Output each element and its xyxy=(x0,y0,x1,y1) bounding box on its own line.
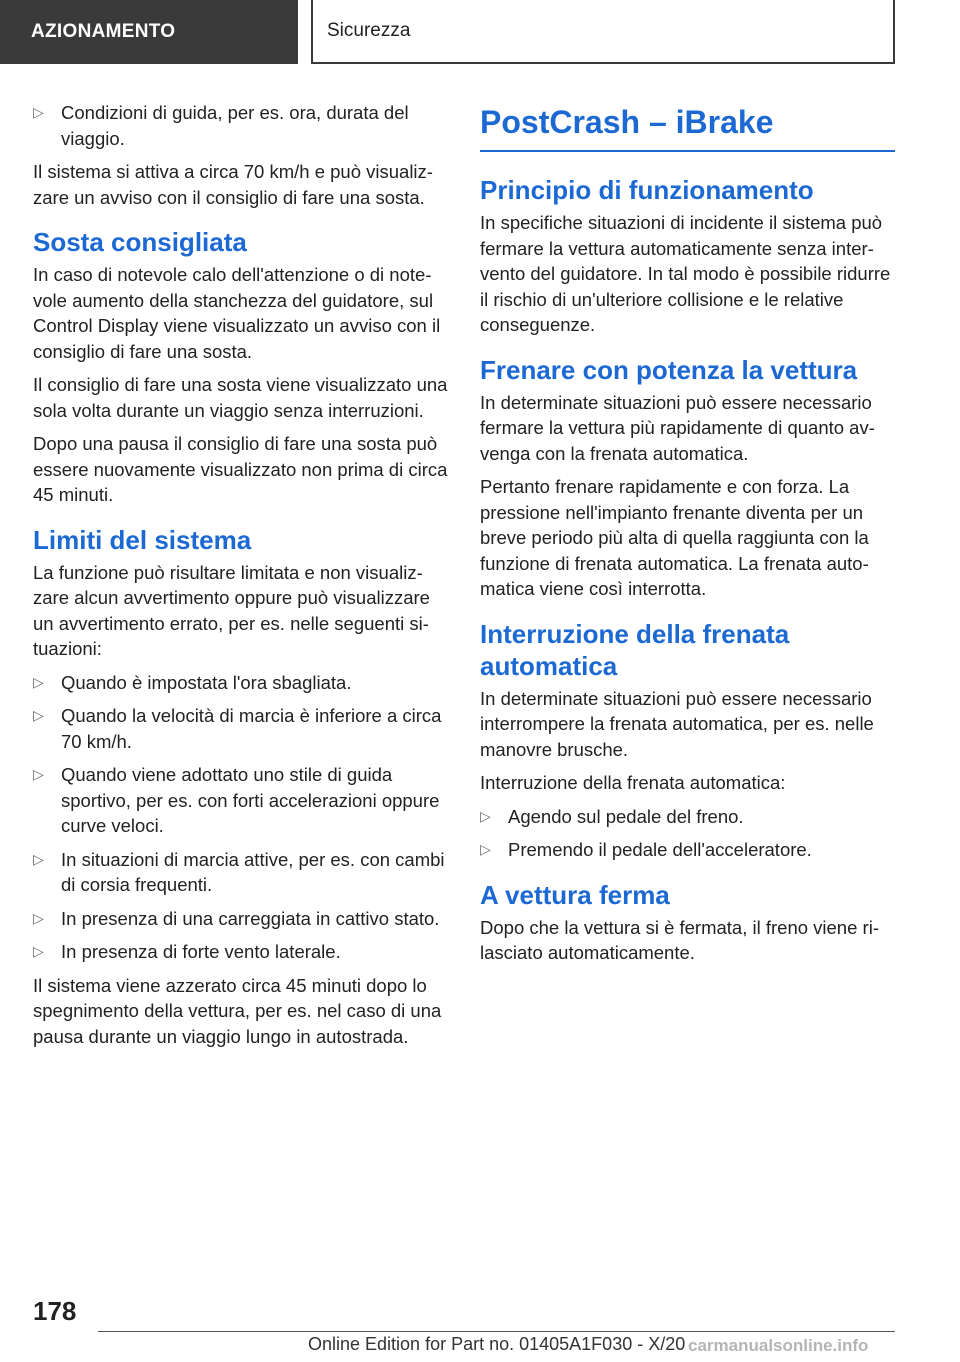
heading-interruzione: Interruzione della frenata automatica xyxy=(480,618,790,681)
paragraph: In determinate situazioni può essere necessario fermare la vettura più rapidamente di quanto avvenga con la frenata automatica. xyxy=(480,391,875,464)
watermark-text: carmanualsonline.info xyxy=(688,1336,869,1355)
paragraph: Il consiglio di fare una sosta viene visualizzato una sola volta durante un viaggio senza interruzioni. xyxy=(33,374,448,421)
limitations-list xyxy=(33,670,448,965)
section-title-postcrash: PostCrash – iBrake xyxy=(480,100,895,152)
triangle-bullet-icon: ▷ xyxy=(33,707,44,723)
chapter-title: AZIONAMENTO xyxy=(31,21,176,42)
paragraph: In caso di notevole calo dell'attenzione o di notevole aumento della stanchezza del guidatore, sul Control Display viene visualizzato un avviso con il consiglio di fare una sosta. xyxy=(33,264,441,362)
list-item: ▷ Premendo il pedale dell'acceleratore. xyxy=(480,837,895,863)
left-column xyxy=(33,100,448,1057)
section-tab xyxy=(311,0,895,64)
triangle-bullet-icon: ▷ xyxy=(33,850,44,867)
footer-divider xyxy=(98,1331,895,1332)
paragraph: In determinate situazioni può essere necessario interrompere la frenata automatica, per es. nelle manovre brusche. xyxy=(480,687,874,760)
heading-frenare: Frenare con potenza la vettura xyxy=(480,354,858,385)
list-item: ▷ Quando viene adottato uno stile di guida sportivo, per es. con forti accelerazioni oppure curve veloci. xyxy=(33,764,440,836)
paragraph: Il sistema viene azzerato circa 45 minuti dopo lo spegnimento della vettura, per es. nel caso di una pausa durante un viaggio lungo in autostrada. xyxy=(33,974,442,1047)
interruption-list xyxy=(480,804,895,863)
paragraph: Dopo una pausa il consiglio di fare una sosta può essere nuovamente visualizzato non prima di circa 45 minuti. xyxy=(33,433,448,505)
heading-sosta-consigliata: Sosta consigliata xyxy=(33,227,247,257)
list-item: ▷ Quando è impostata l'ora sbagliata. xyxy=(33,670,448,696)
list-item: ▷ Condizioni di guida, per es. ora, durata del viaggio. xyxy=(33,102,409,149)
page-number: 178 xyxy=(33,1296,77,1326)
heading-limiti-del-sistema: Limiti del sistema xyxy=(33,524,252,555)
triangle-bullet-icon: ▷ xyxy=(480,807,491,824)
paragraph: In specifiche situazioni di incidente il sistema può fermare la vettura automaticamente senza intervento del guidatore. In tal modo è possibile ridurre il rischio di un'ulteriore collisione e le relative conseguenze. xyxy=(480,212,891,335)
triangle-bullet-icon: ▷ xyxy=(33,104,44,120)
triangle-bullet-icon: ▷ xyxy=(33,673,44,690)
intro-paragraph: Il sistema si attiva a circa 70 km/h e può visualizzare un avviso con il consiglio di fare una sosta. xyxy=(33,161,433,208)
list-item: ▷ Agendo sul pedale del freno. xyxy=(480,804,895,830)
right-column xyxy=(480,100,895,974)
edition-text: Online Edition for Part no. 01405A1F030 - X/20 xyxy=(308,1334,686,1354)
chapter-tab xyxy=(0,0,298,64)
section-title: Sicurezza xyxy=(327,20,411,41)
list-item: ▷ In situazioni di marcia attive, per es. con cambi di corsia frequenti. xyxy=(33,848,445,895)
paragraph: La funzione può risultare limitata e non visualizzare alcun avvertimento oppure può visualizzare un avvertimento errato, per es. nelle seguenti situazioni: xyxy=(33,561,430,659)
paragraph: Interruzione della frenata automatica: xyxy=(480,772,786,793)
list-item: ▷ In presenza di forte vento laterale. xyxy=(33,939,448,965)
heading-vettura-ferma: A vettura ferma xyxy=(480,879,670,910)
triangle-bullet-icon: ▷ xyxy=(33,943,44,959)
triangle-bullet-icon: ▷ xyxy=(480,841,491,857)
list-item: ▷ Quando la velocità di marcia è inferiore a circa 70 km/h. xyxy=(33,705,442,752)
triangle-bullet-icon: ▷ xyxy=(33,766,44,782)
triangle-bullet-icon: ▷ xyxy=(33,909,44,926)
paragraph: Dopo che la vettura si è fermata, il freno viene rilasciato automaticamente. xyxy=(480,916,879,963)
paragraph: Pertanto frenare rapidamente e con forza. La pressione nell'impianto frenante diventa per un breve periodo più alta di quella raggiunta con la funzione di frenata automatica. La frenata automatica viene così interrotta. xyxy=(480,476,869,599)
condition-list-top xyxy=(33,100,448,151)
heading-principio: Principio di funzionamento xyxy=(480,175,814,205)
list-item: ▷ In presenza di una carreggiata in cattivo stato. xyxy=(33,906,448,932)
